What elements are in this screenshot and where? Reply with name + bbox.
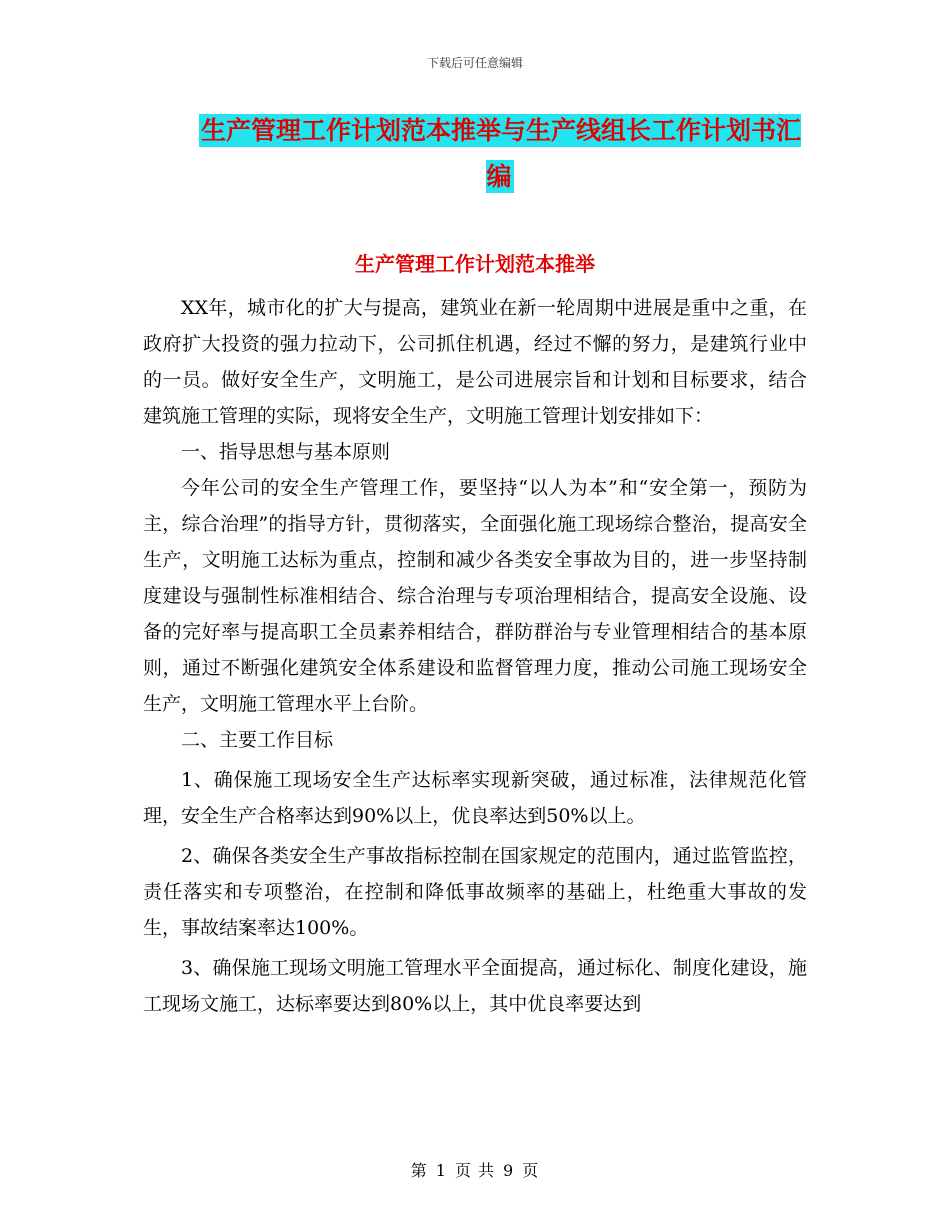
footer-page-number: 1 xyxy=(435,1161,447,1180)
document-title xyxy=(190,108,810,200)
goal-item-1: 1、确保施工现场安全生产达标率实现新突破，通过标准，法律规范化管理，安全生产合格率达到90%以上，优良率达到50%以上。 xyxy=(143,769,807,827)
heading-main-goals: 二、主要工作目标 xyxy=(181,729,334,751)
goal-item-2: 2、确保各类安全生产事故指标控制在国家规定的范围内，通过监管监控，责任落实和专项整治，在控制和降低事故频率的基础上，杜绝重大事故的发生，事故结案率达100%。 xyxy=(143,845,807,939)
section-title: 生产管理工作计划范本推举 xyxy=(355,252,595,276)
goal-item-3: 3、确保施工现场文明施工管理水平全面提高，通过标化、制度化建设，施工现场文施工，达标率要达到80%以上，其中优良率要达到 xyxy=(143,957,807,1015)
document-body xyxy=(143,290,807,1022)
document-title-text: 生产管理工作计划范本推举与生产线组长工作计划书汇编 xyxy=(200,116,801,191)
header-note: 下载后可任意编辑 xyxy=(426,56,523,70)
paragraph-principles: 今年公司的安全生产管理工作，要坚持“以人为本”和“安全第一，预防为主，综合治理”的指导方针，贯彻落实，全面强化施工现场综合整治，提高安全生产，文明施工达标为重点，控制和减少各类安全事故为目的，进一步坚持制度建设与强制性标准相结合、综合治理与专项治理相结合，提高安全设施、设备的完好率与提高职工全员素养相结合，群防群治与专业管理相结合的基本原则，通过不断强化建筑安全体系建设和监督管理力度，推动公司施工现场安全生产，文明施工管理水平上台阶。 xyxy=(143,477,807,715)
paragraph-intro: XX年，城市化的扩大与提高，建筑业在新一轮周期中进展是重中之重，在政府扩大投资的强力拉动下，公司抓住机遇，经过不懈的努力，是建筑行业中的一员。做好安全生产，文明施工，是公司进展宗旨和计划和目标要求，结合建筑施工管理的实际，现将安全生产，文明施工管理计划安排如下： xyxy=(143,297,807,427)
footer-prefix: 第 xyxy=(410,1161,428,1180)
page-footer xyxy=(0,1158,950,1181)
heading-guiding-principles: 一、指导思想与基本原则 xyxy=(181,441,391,463)
footer-total-pages: 9 xyxy=(503,1161,515,1180)
footer-suffix: 页 xyxy=(522,1161,540,1180)
footer-mid: 页 共 xyxy=(454,1161,496,1180)
